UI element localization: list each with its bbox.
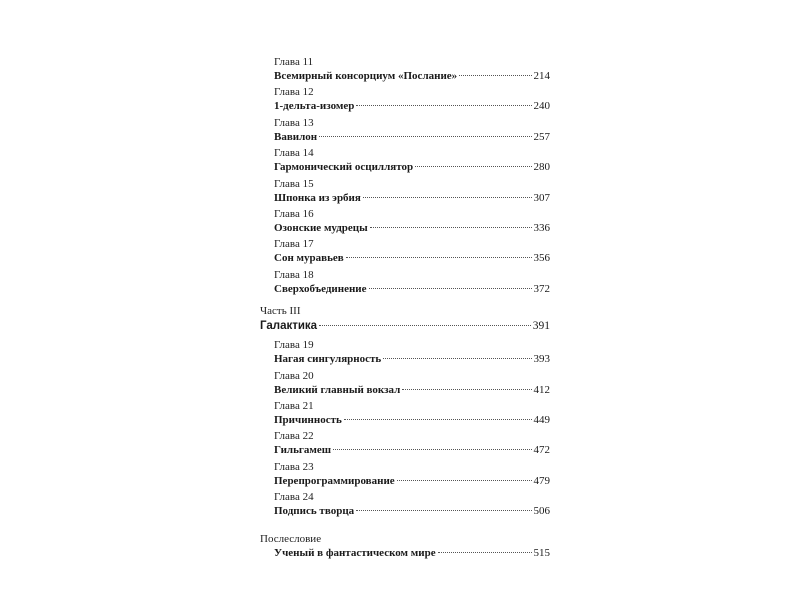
chapter-title: Вавилон	[274, 130, 318, 143]
page-number: 307	[533, 191, 550, 204]
chapter-number: Глава 20	[274, 369, 314, 382]
page-number: 393	[533, 353, 550, 366]
page-number: 336	[533, 221, 550, 234]
toc-chapter	[274, 178, 550, 208]
chapter-title: Сон муравьев	[274, 252, 344, 265]
toc-entry	[274, 99, 550, 114]
toc-entry	[274, 443, 550, 458]
chapter-number: Глава 11	[274, 56, 314, 68]
toc-chapter	[274, 491, 550, 521]
toc-afterword	[260, 533, 550, 561]
page-number: 449	[533, 413, 550, 426]
chapter-title: Нагая сингулярность	[274, 353, 382, 366]
afterword-label: Послесловие	[260, 533, 322, 546]
dot-leader	[344, 419, 532, 420]
chapter-title: Шпонка из эрбия	[274, 191, 361, 204]
chapter-number: Глава 13	[274, 116, 314, 129]
toc-entry	[274, 504, 550, 519]
page-number: 515	[533, 547, 550, 560]
dot-leader	[333, 449, 531, 450]
chapter-list	[260, 339, 550, 521]
toc-chapter	[274, 430, 550, 460]
dot-leader	[356, 105, 531, 106]
toc-chapter	[274, 117, 550, 147]
page-number: 472	[533, 444, 550, 457]
dot-leader	[346, 257, 532, 258]
toc-entry	[274, 413, 550, 428]
table-of-contents	[260, 56, 550, 561]
page-number: 280	[533, 161, 550, 174]
chapter-number: Глава 21	[274, 399, 314, 412]
toc-chapter	[274, 269, 550, 299]
toc-entry	[260, 318, 550, 334]
afterword-title: Ученый в фантастическом мире	[274, 547, 436, 560]
dot-leader	[356, 510, 531, 511]
part-title: Галактика	[260, 320, 318, 333]
chapter-number: Глава 16	[274, 207, 314, 220]
chapter-title: Перепрограммирование	[274, 474, 395, 487]
page-number: 372	[533, 282, 550, 295]
dot-leader	[370, 227, 532, 228]
toc-chapter	[274, 461, 550, 491]
chapter-title: Озонские мудрецы	[274, 221, 368, 234]
toc-entry	[274, 383, 550, 398]
toc-entry	[274, 130, 550, 145]
page-number: 506	[533, 505, 550, 518]
chapter-number: Глава 14	[274, 147, 314, 160]
page-number: 257	[533, 130, 550, 143]
toc-entry	[274, 251, 550, 266]
toc-entry	[274, 69, 550, 84]
toc-chapter	[274, 238, 550, 268]
chapter-title: Подпись творца	[274, 505, 355, 518]
dot-leader	[369, 288, 532, 289]
dot-leader	[397, 480, 532, 481]
chapter-title: Всемирный консорциум «Послание»	[274, 70, 458, 82]
page-number: 240	[533, 100, 550, 113]
page-number: 412	[533, 383, 550, 396]
chapter-number: Глава 19	[274, 339, 314, 352]
chapter-title: Гармонический осциллятор	[274, 161, 414, 174]
chapter-title: Причинность	[274, 413, 342, 426]
toc-entry	[274, 546, 550, 561]
toc-chapter	[274, 147, 550, 177]
chapter-number: Глава 12	[274, 86, 314, 99]
chapter-title: Сверхобъединение	[274, 282, 367, 295]
toc-entry	[274, 221, 550, 236]
dot-leader	[383, 358, 531, 359]
chapter-number: Глава 24	[274, 491, 314, 504]
page-number: 356	[533, 252, 550, 265]
chapter-number: Глава 22	[274, 430, 314, 443]
toc-entry	[274, 191, 550, 206]
toc-chapter	[274, 400, 550, 430]
part-number: Часть III	[260, 305, 301, 318]
dot-leader	[415, 166, 531, 167]
dot-leader	[438, 552, 532, 553]
page-number: 214	[533, 70, 550, 82]
toc-entry	[274, 352, 550, 367]
chapter-number: Глава 17	[274, 238, 314, 251]
chapter-title: Великий главный вокзал	[274, 383, 401, 396]
chapter-number: Глава 15	[274, 177, 314, 190]
chapter-number: Глава 23	[274, 460, 314, 473]
dot-leader	[319, 136, 531, 137]
toc-entry	[274, 160, 550, 175]
chapter-title: 1-дельта-изомер	[274, 100, 355, 113]
dot-leader	[459, 75, 531, 76]
toc-chapter	[274, 208, 550, 238]
page-number: 479	[533, 474, 550, 487]
chapter-number: Глава 18	[274, 268, 314, 281]
toc-chapter	[274, 339, 550, 369]
dot-leader	[402, 389, 531, 390]
dot-leader	[363, 197, 532, 198]
toc-entry	[274, 474, 550, 489]
toc-chapter	[274, 370, 550, 400]
toc-part	[260, 305, 550, 335]
dot-leader	[319, 325, 531, 326]
toc-chapter	[274, 86, 550, 116]
toc-entry	[274, 282, 550, 297]
chapter-title: Гильгамеш	[274, 444, 332, 457]
page-number: 391	[532, 320, 550, 333]
chapter-list	[260, 56, 550, 299]
toc-chapter	[274, 56, 550, 86]
